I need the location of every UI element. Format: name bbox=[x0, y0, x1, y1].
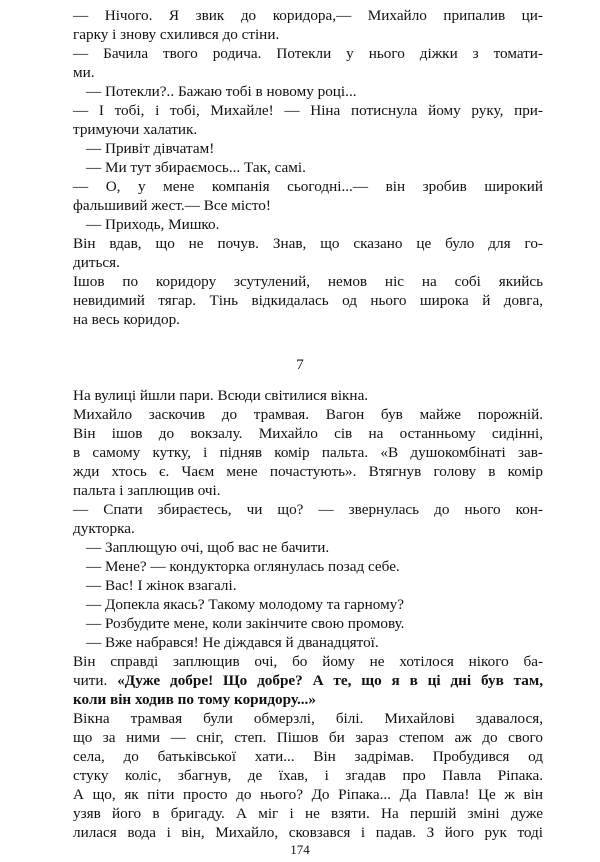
text-line: — О, у мене компанія сьогодні...— він зробив широкий bbox=[73, 178, 543, 195]
text-line: — Потекли?.. Бажаю тобі в новому році... bbox=[86, 83, 357, 100]
text-line: — Мене? — кондукторка оглянулась позад себе. bbox=[86, 558, 400, 575]
text-line: На вулиці йшли пари. Всюди світилися вікна. bbox=[73, 387, 369, 404]
text-line: — Спати збираєтесь, чи що? — звернулась до нього кон- bbox=[73, 501, 543, 518]
text-line: жди хтось є. Чаєм мене почастують». Втягнув голову в комір bbox=[73, 463, 543, 480]
text-line: — Допекла якась? Такому молодому та гарному? bbox=[86, 596, 405, 613]
text-line: Він ішов до вокзалу. Михайло сів на останньому сидінні, bbox=[73, 425, 543, 442]
text-line: диться. bbox=[73, 254, 120, 271]
text-line: що за ними — сніг, степ. Пішов би зараз степом аж до свого bbox=[73, 729, 543, 746]
text-line: дукторка. bbox=[73, 520, 135, 537]
bold-text-span: «Дуже добре! Що добре? А те, що я в ці дні був там, bbox=[117, 672, 543, 689]
text-line: лилася вода і він, Михайло, сковзався і падав. З його рук тоді bbox=[73, 824, 543, 841]
text-line: — І тобі, і тобі, Михайле! — Ніна потиснула йому руку, при- bbox=[73, 102, 543, 119]
page-number: 174 bbox=[290, 842, 310, 857]
text-line: Він справді заплющив очі, бо йому не хотілося нікого ба- bbox=[73, 653, 543, 670]
text-span: чити. bbox=[73, 672, 118, 689]
text-line: — Вас! І жінок взагалі. bbox=[86, 577, 237, 594]
text-line: — Приходь, Мишко. bbox=[86, 216, 220, 233]
text-line: А що, як піти просто до нього? До Ріпака... Да Павла! Це ж він bbox=[73, 786, 543, 803]
text-line: фальшивий жест.— Все місто! bbox=[73, 197, 271, 214]
text-line: Ішов по коридору зсутулений, немов ніс на собі якийсь bbox=[73, 273, 543, 290]
text-line: — Розбудите мене, коли закінчите свою промову. bbox=[86, 615, 405, 632]
text-line: Михайло заскочив до трамвая. Вагон був майже порожній. bbox=[73, 406, 543, 423]
text-line: узяв його в бригаду. А міг і не взяти. На першій зміні дуже bbox=[73, 805, 543, 822]
text-line: — Привіт дівчатам! bbox=[86, 140, 215, 157]
text-line: тримуючи халатик. bbox=[73, 121, 198, 138]
text-line: ми. bbox=[73, 64, 95, 81]
text-line: — Бачила твого родича. Потекли у нього діжки з томати- bbox=[73, 45, 543, 62]
text-line: стуку коліс, збагнув, де їхав, і згадав про Павла Ріпака. bbox=[73, 767, 543, 784]
text-line bbox=[73, 671, 543, 690]
text-line: гарку і знову схилився до стіни. bbox=[73, 26, 280, 43]
text-line: коли він ходив по тому коридору...» bbox=[73, 691, 316, 708]
text-line: села, до батьківської хати... Він задрімав. Пробудився од bbox=[73, 748, 543, 765]
text-line: Вікна трамвая були обмерзлі, білі. Михайлові здавалося, bbox=[73, 710, 543, 727]
text-line: — Ми тут збираємось... Так, самі. bbox=[86, 159, 306, 176]
text-line: на весь коридор. bbox=[73, 311, 180, 328]
text-line: в самому кутку, і підняв комір пальта. «В душокомбінаті зав- bbox=[73, 444, 543, 461]
text-line: невидимий тягар. Тінь відкидалась од нього широка й довга, bbox=[73, 292, 543, 309]
text-line: пальта і заплющив очі. bbox=[73, 482, 221, 499]
text-line: — Вже набрався! Не діждався й дванадцятої. bbox=[86, 634, 379, 651]
text-line: Він вдав, що не почув. Знав, що сказано це було для го- bbox=[73, 235, 543, 252]
chapter-number: 7 bbox=[296, 356, 304, 373]
text-line: — Заплющую очі, щоб вас не бачити. bbox=[86, 539, 330, 556]
text-line: — Нічого. Я звик до коридора,— Михайло припалив ци- bbox=[73, 7, 543, 24]
